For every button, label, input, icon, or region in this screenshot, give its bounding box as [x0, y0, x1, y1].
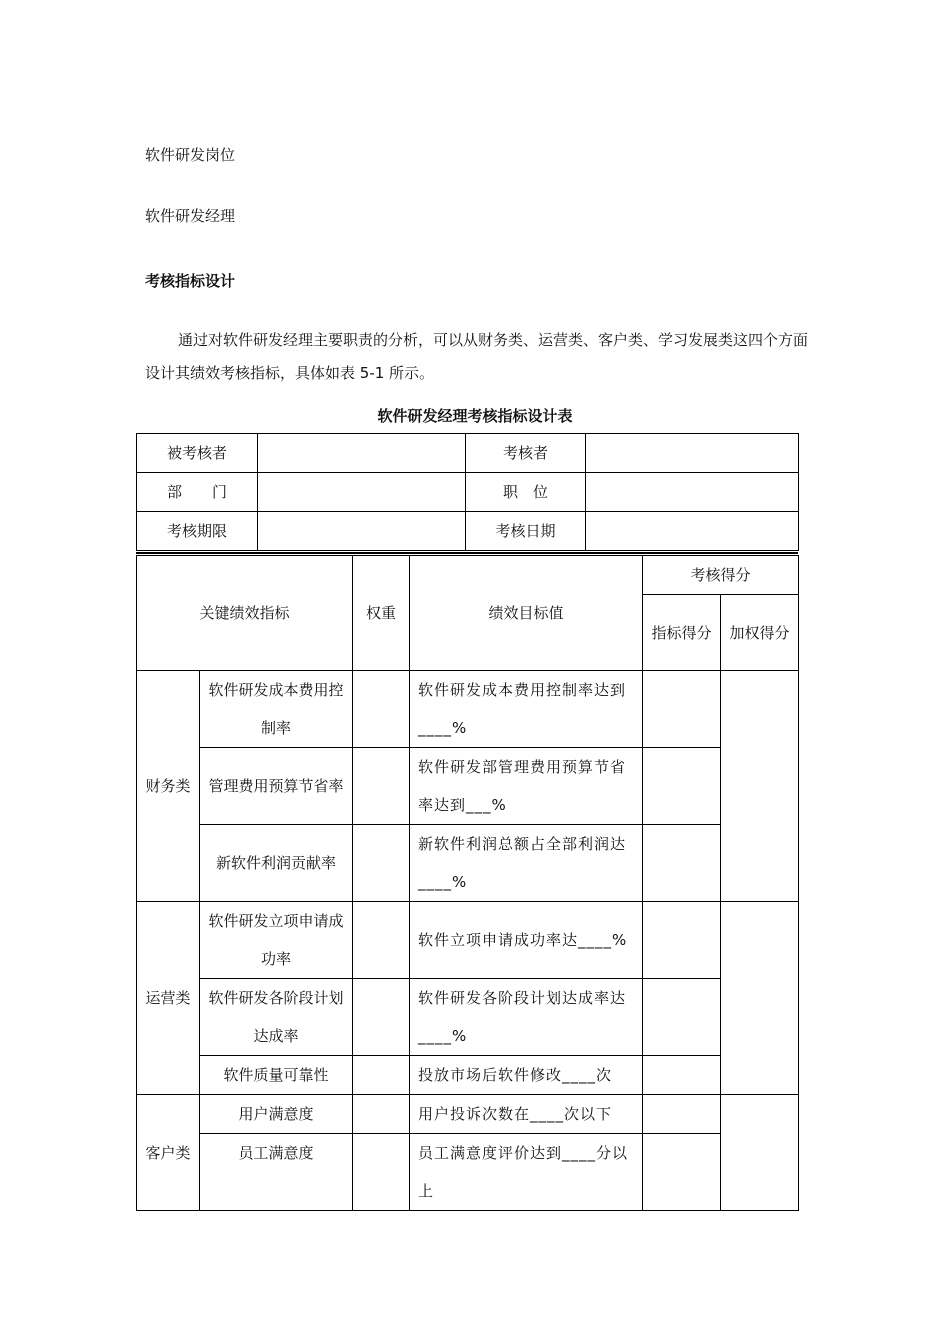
kpi-table — [136, 555, 799, 1211]
category-finance: 财务类 — [137, 671, 200, 902]
weight-cell[interactable] — [353, 748, 410, 825]
weight-cell[interactable] — [353, 1095, 410, 1134]
examiner-label: 考核者 — [466, 434, 586, 473]
table-divider — [136, 552, 798, 554]
date-field[interactable] — [586, 512, 799, 551]
table-row — [137, 979, 799, 1056]
weight-cell[interactable] — [353, 1056, 410, 1095]
weight-cell[interactable] — [353, 979, 410, 1056]
index-score-cell[interactable] — [643, 902, 721, 979]
kpi-header: 关键绩效指标 — [137, 556, 353, 671]
weighted-score-cell[interactable] — [721, 902, 799, 1095]
weight-cell[interactable] — [353, 1134, 410, 1211]
text-line-post: 软件研发岗位 — [145, 146, 236, 164]
period-field[interactable] — [258, 512, 466, 551]
target-cell: 软件立项申请成功率达____% — [410, 902, 643, 979]
table-row — [137, 748, 799, 825]
position-field[interactable] — [586, 473, 799, 512]
indicator-cell: 用户满意度 — [200, 1095, 353, 1134]
weighted-score-cell[interactable] — [721, 671, 799, 902]
department-label: 部 门 — [137, 473, 258, 512]
index-score-cell[interactable] — [643, 1134, 721, 1211]
index-score-cell[interactable] — [643, 1056, 721, 1095]
section-heading: 考核指标设计 — [145, 272, 236, 290]
indicator-cell: 新软件利润贡献率 — [200, 825, 353, 902]
table-row — [137, 1056, 799, 1095]
indicator-cell: 软件质量可靠性 — [200, 1056, 353, 1095]
examinee-label: 被考核者 — [137, 434, 258, 473]
index-score-cell[interactable] — [643, 979, 721, 1056]
weighted-score-header: 加权得分 — [721, 595, 799, 671]
score-header: 考核得分 — [643, 556, 799, 595]
table-header-row — [137, 556, 799, 595]
category-operations: 运营类 — [137, 902, 200, 1095]
period-label: 考核期限 — [137, 512, 258, 551]
date-label: 考核日期 — [466, 512, 586, 551]
table-row — [137, 473, 799, 512]
position-label: 职 位 — [466, 473, 586, 512]
category-customer: 客户类 — [137, 1095, 200, 1211]
target-header: 绩效目标值 — [410, 556, 643, 671]
index-score-header: 指标得分 — [643, 595, 721, 671]
intro-paragraph: 通过对软件研发经理主要职责的分析，可以从财务类、运营类、客户类、学习发展类这四个方面设计其绩效考核指标，具体如表 5-1 所示。 — [145, 331, 809, 382]
info-header-table — [136, 433, 799, 551]
indicator-cell: 软件研发成本费用控制率 — [200, 671, 353, 748]
table-row — [137, 434, 799, 473]
text-line-role: 软件研发经理 — [145, 207, 236, 225]
examinee-field[interactable] — [258, 434, 466, 473]
target-cell: 新软件利润总额占全部利润达____% — [410, 825, 643, 902]
indicator-cell: 软件研发各阶段计划达成率 — [200, 979, 353, 1056]
target-cell: 软件研发部管理费用预算节省率达到___% — [410, 748, 643, 825]
weighted-score-cell[interactable] — [721, 1095, 799, 1211]
target-cell: 软件研发成本费用控制率达到____% — [410, 671, 643, 748]
table-row — [137, 1095, 799, 1134]
indicator-cell: 员工满意度 — [200, 1134, 353, 1211]
target-cell: 员工满意度评价达到____分以上 — [410, 1134, 643, 1211]
table-row — [137, 1134, 799, 1211]
weight-cell[interactable] — [353, 671, 410, 748]
target-cell: 用户投诉次数在____次以下 — [410, 1095, 643, 1134]
table-caption: 软件研发经理考核指标设计表 — [377, 407, 573, 425]
table-row — [137, 671, 799, 748]
indicator-cell: 管理费用预算节省率 — [200, 748, 353, 825]
table-row — [137, 902, 799, 979]
weight-header: 权重 — [353, 556, 410, 671]
index-score-cell[interactable] — [643, 671, 721, 748]
indicator-cell: 软件研发立项申请成功率 — [200, 902, 353, 979]
target-cell: 软件研发各阶段计划达成率达____% — [410, 979, 643, 1056]
table-row — [137, 825, 799, 902]
examiner-field[interactable] — [586, 434, 799, 473]
index-score-cell[interactable] — [643, 825, 721, 902]
weight-cell[interactable] — [353, 902, 410, 979]
table-row — [137, 512, 799, 551]
weight-cell[interactable] — [353, 825, 410, 902]
index-score-cell[interactable] — [643, 748, 721, 825]
department-field[interactable] — [258, 473, 466, 512]
index-score-cell[interactable] — [643, 1095, 721, 1134]
target-cell: 投放市场后软件修改____次 — [410, 1056, 643, 1095]
